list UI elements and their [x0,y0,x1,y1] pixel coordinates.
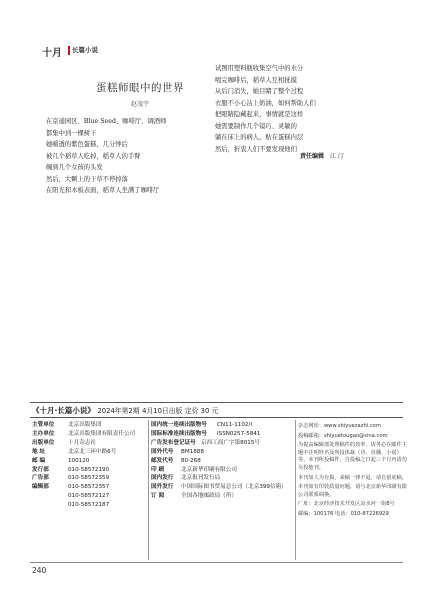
poem-line: 她嚼透的紫色蛋糕，几分钟后 [46,141,128,148]
magazine-logo: 十月 [42,48,62,59]
info-row: 国外代号 BM1888 [151,448,204,455]
masthead-top-rule [30,402,403,403]
info-row: 主办单位 北京出版集团有限责任公司 [32,430,136,437]
editor-credit [300,151,344,160]
poem-line: 喝完咖啡后，稻草人互相抚摸 [215,76,297,84]
info-row: 010-58572187 [68,502,110,509]
price: 定价 30 元 [184,407,219,415]
info-row: 印 刷 北京新华印刷有限公司 [151,466,237,473]
info-row: 010-58572127 [68,493,110,500]
poem-line: 她需要制作几个镜巧、灵敏的 [215,122,297,130]
poem-author: 赵茂宇 [130,101,149,108]
publisher-info [32,421,147,510]
info-row: 国内发行 北京报刊发行局 [151,475,221,482]
poem-line: 试图用塑料瓶收集空气中的水分 [215,65,304,72]
poem-line: 在阳光和木板表面，稻草人坐满了咖啡厅 [46,187,160,194]
factory-address: 厂址：北京经济技术开发区凉水河一街8号 [298,501,395,508]
print-quality-note: 本刊如有印装质量问题，请与北京新华印刷有限公司联系调换。 [298,484,407,498]
masthead-bottom-rule [30,417,403,418]
column-divider [295,420,296,560]
poem-line: 都集中到一棵树下 [46,129,97,137]
poem-line: 衣服不小心沾上奶油，如何帮助人们 [215,99,316,107]
info-row: 国内统一连续出版物号 CN11-1102/I [151,422,252,428]
submission-note: 为提高编辑部处理稿件的效率，请务必在邮件主题中注明姓名及所投体裁（诗、直播、小说）等。本刊所投稿件，自投稿之日起三个月内请勿另投他刊。 [298,442,407,471]
info-row: 订 阅 全国各地邮政局（所） [151,493,237,500]
poem-line: 缠到几个女孩的头发 [46,164,103,171]
manuscript-note: 本刊如人为有损，来稿一律不退，请自留底稿。 [298,474,407,481]
poem-line: 从后门消失，她目睹了整个过程 [215,88,304,95]
poem-line: 在京通园区、Blue Seed、咖啡厅、调酒师 [46,118,167,125]
poem-column-left [46,116,206,197]
factory-contact: 邮编：100176 电话：010-87226929 [298,510,389,517]
registration-info [151,421,294,501]
info-row: 广告发布登记证号 京西工商广字第8015号 [151,439,260,446]
info-row: 发行部 010-58572190 [32,466,110,473]
magazine-title: 《十月·长篇小说》 [32,406,95,415]
info-row: 邮发代号 80-268 [151,457,201,464]
submission-email: 投稿邮箱：shiyuetougao@sina.com [298,432,388,439]
poem-title: 蛋糕师眼中的世界 [96,82,184,94]
editor-name: 江 汀 [330,153,344,160]
poem-line: 被几个稻草人吃掉，稻草人的手臂 [46,152,141,160]
poem-column-right [215,63,390,155]
publish-date: 4月10日出版 [142,407,183,415]
editor-label: 责任编辑 [300,153,325,160]
poem-line: 然后，折衷人们不要发现他们 [215,145,297,153]
info-row: 广告部 010-58572359 [32,475,110,482]
website: 杂志网址：www.shiyuezazhi.com [298,423,381,429]
info-row: 国外发行 中国国际图书贸易总公司（北京399信箱） [151,484,287,491]
info-row: 地 址 北京北三环中路6号 [32,448,117,455]
info-row: 编辑部 010-58572357 [32,484,110,491]
section-label: 长篇小说 [72,46,98,54]
issue-number: 2024年第2期 [97,407,140,415]
info-row: 国际标准连续出版物号 ISSN0257-5841 [151,430,261,437]
footer-rule [30,562,403,563]
page-number: 240 [32,566,47,575]
contact-info [298,423,408,521]
info-row: 邮 编 100120 [32,457,90,464]
masthead-title-line [32,405,218,416]
logo-divider-bar [68,46,70,55]
poem-line: 把眼睛隐藏起来，事情就是这样 [215,111,304,118]
poem-line: 然后，大颗上的干草不停掉落 [46,175,128,183]
column-divider [148,420,149,560]
info-row: 出版单位 十月杂志社 [32,439,96,446]
poem-line: 躺在床上的病人，贴在蛋糕内层 [215,134,304,141]
info-row: 主管单位 北京出版集团 [32,422,102,428]
